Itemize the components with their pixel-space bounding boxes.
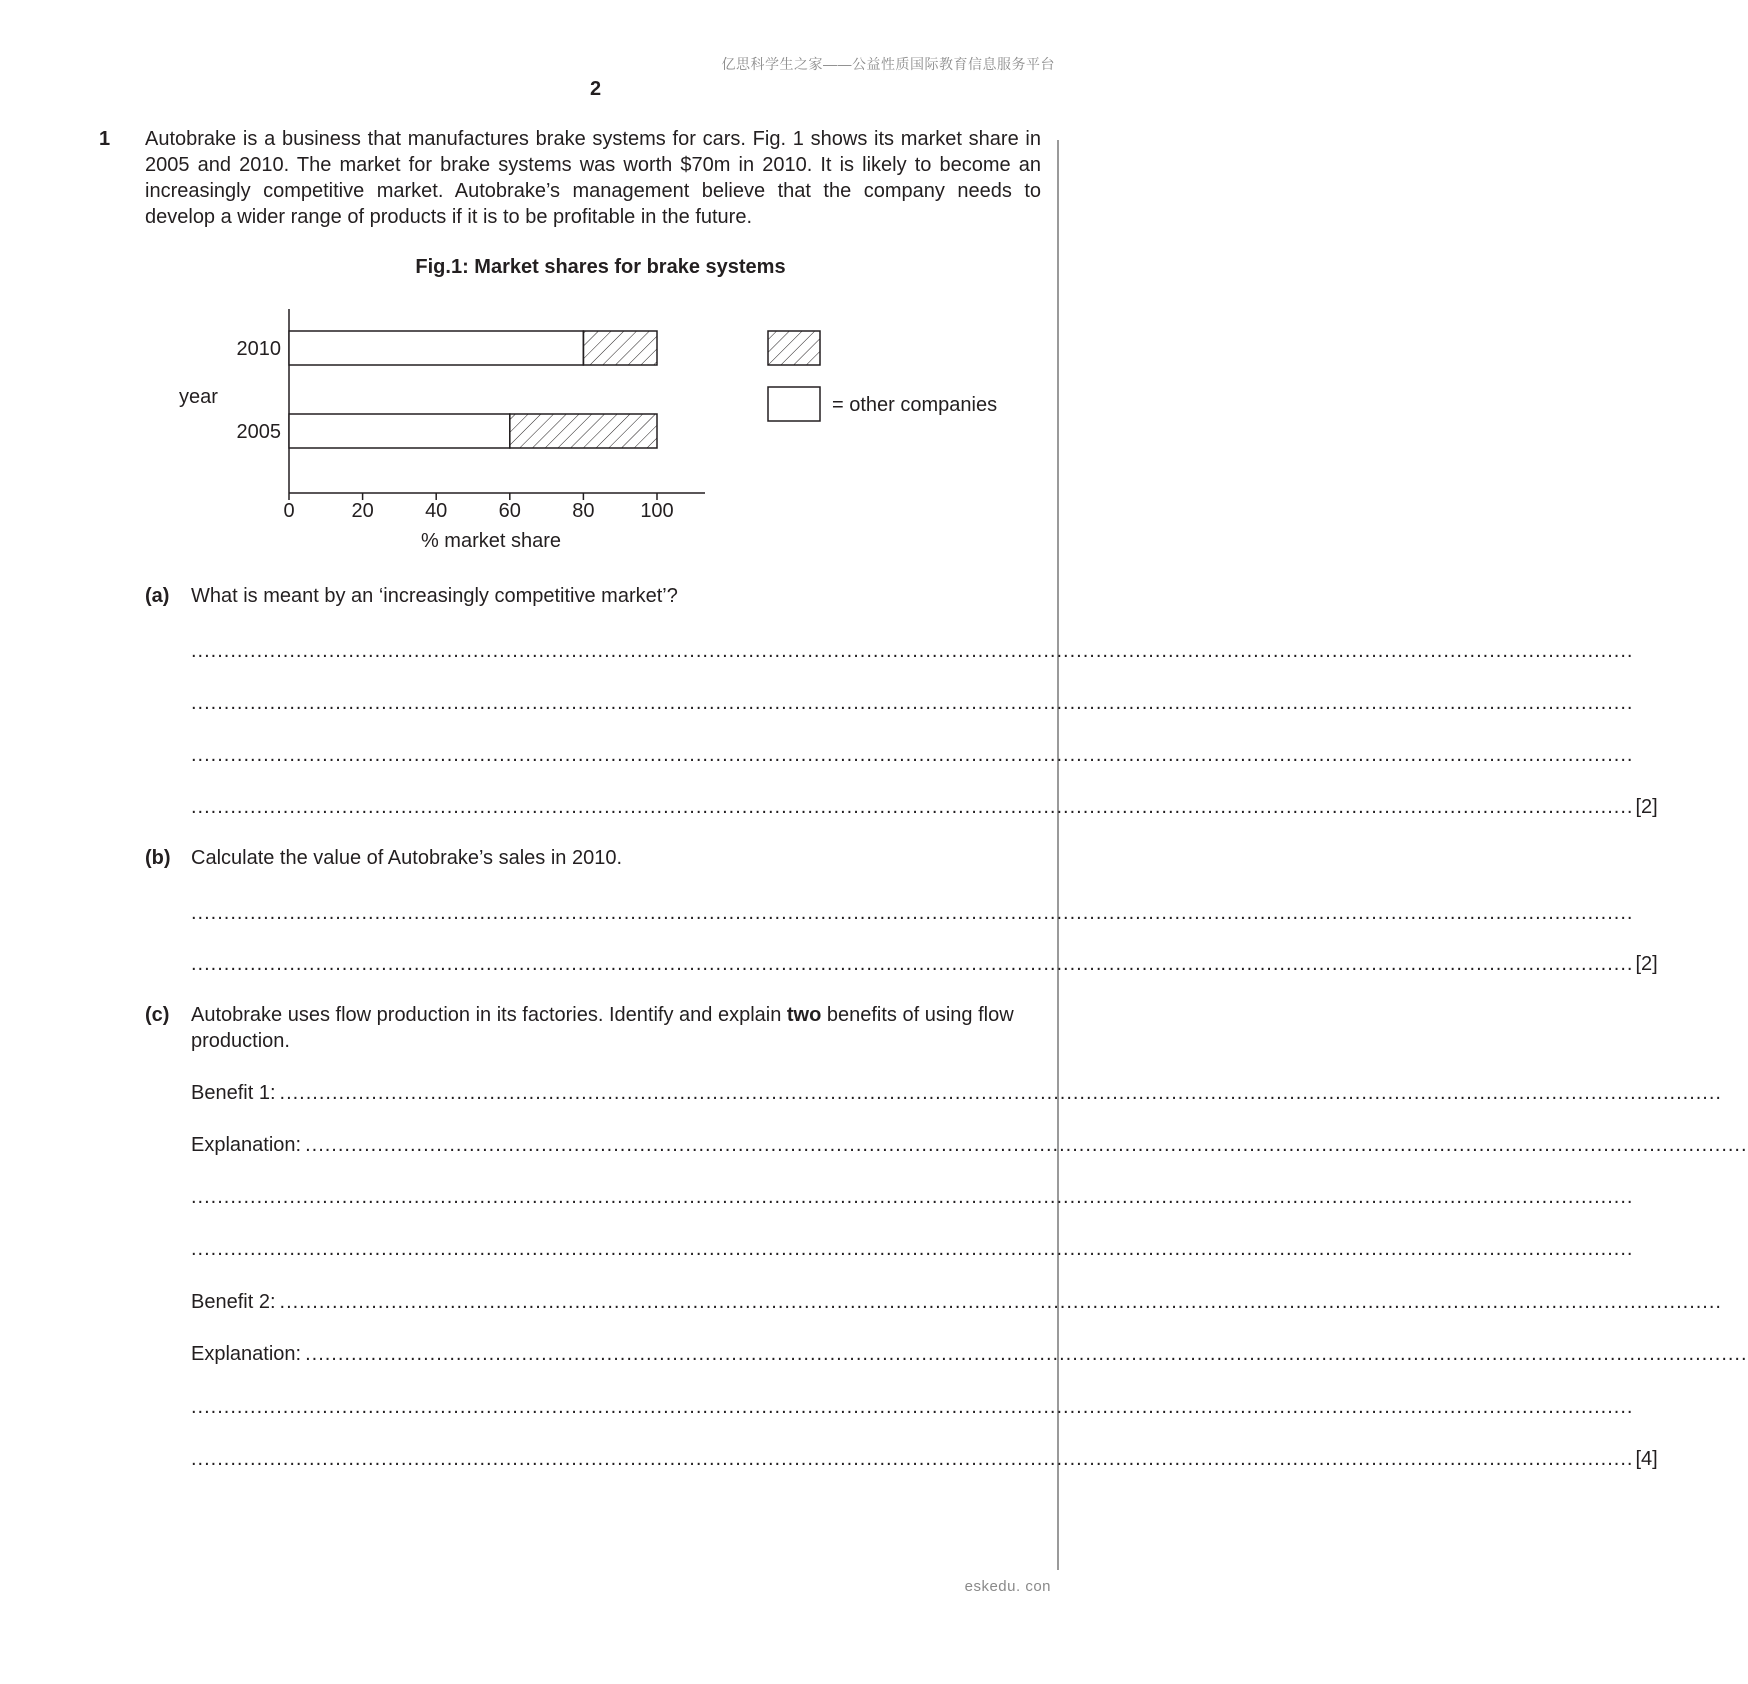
footer-site: eskedu. con xyxy=(964,1578,1051,1595)
y-axis-label: year xyxy=(179,386,218,408)
legend-label-other-companies: = other companies xyxy=(832,394,998,416)
part-a-question: What is meant by an ‘increasingly competitive market’? xyxy=(191,585,678,607)
x-tick-label: 0 xyxy=(283,500,295,522)
x-tick-label: 100 xyxy=(640,500,674,522)
part-b-marks: [2] xyxy=(1635,953,1658,975)
question-stem: Autobrake is a business that manufactures brake systems for cars. Fig. 1 shows its market share in 2005 and 2010. The market for brake systems was worth $70m in 2010. It is likely to become an increasingly competitive market. Autobrake’s management believe that the company needs to develop a wider range of products if it is to be profitable in the future. xyxy=(145,128,1041,228)
benefit-1-label: Benefit 1: xyxy=(191,1082,276,1104)
part-c-text-before: Autobrake uses flow production in its factories. Identify and explain xyxy=(191,1004,787,1026)
explanation-2-label: Explanation: xyxy=(191,1343,302,1365)
explanation-1-label: Explanation: xyxy=(191,1134,302,1156)
benefit-1-line[interactable]: Benefit 1: ............................................................................................................................................................................................................................ xyxy=(191,1082,1722,1104)
header-watermark: 亿思科学生之家——公益性质国际教育信息服务平台 xyxy=(721,56,1055,72)
explanation-1-line[interactable]: Explanation: ............................................................................................................................................................................................................................ xyxy=(191,1134,1748,1156)
explanation-2-line[interactable]: Explanation: ............................................................................................................................................................................................................................ xyxy=(191,1343,1748,1365)
bar-2010-other-companies xyxy=(289,331,583,365)
answer-line-b2[interactable]: ............................................................................................................................................................................................................................ [2] xyxy=(191,953,1658,975)
question-number: 1 xyxy=(99,128,111,150)
x-tick-label: 60 xyxy=(498,500,521,522)
answer-line-c1[interactable]: ............................................................................................................................................................................................................................ xyxy=(191,1186,1634,1208)
part-c-text-bold: two xyxy=(786,1004,822,1026)
y-tick-label: 2005 xyxy=(236,421,281,443)
y-tick-label: 2010 xyxy=(236,338,281,360)
x-tick-label: 80 xyxy=(572,500,595,522)
x-tick-label: 20 xyxy=(351,500,374,522)
x-axis-label: % market share xyxy=(420,530,562,552)
page-number: 2 xyxy=(589,78,602,100)
answer-line-a2[interactable]: ............................................................................................................................................................................................................................ xyxy=(191,692,1634,714)
part-a-label: (a) xyxy=(145,585,170,607)
benefit-2-label: Benefit 2: xyxy=(191,1291,276,1313)
answer-line-a3[interactable]: ............................................................................................................................................................................................................................ xyxy=(191,744,1634,766)
bars xyxy=(237,331,658,448)
figure-title: Fig.1: Market shares for brake systems xyxy=(415,256,786,278)
part-b-label: (b) xyxy=(145,847,171,869)
bar-2005-autobrake xyxy=(510,414,657,448)
part-b-question: Calculate the value of Autobrake’s sales in 2010. xyxy=(191,847,623,869)
answer-line-a4[interactable]: ............................................................................................................................................................................................................................ [2] xyxy=(191,796,1658,818)
part-a-marks: [2] xyxy=(1635,796,1658,818)
bar-2010-autobrake xyxy=(583,331,657,365)
x-tick-label: 40 xyxy=(425,500,448,522)
answer-line-a1[interactable]: ............................................................................................................................................................................................................................ xyxy=(191,640,1634,662)
part-c-label: (c) xyxy=(145,1004,170,1026)
benefit-2-line[interactable]: Benefit 2: ............................................................................................................................................................................................................................ xyxy=(191,1291,1722,1313)
legend-swatch-plain xyxy=(768,387,820,421)
part-c-question xyxy=(191,1002,1041,1054)
part-c-marks: [4] xyxy=(1635,1448,1658,1470)
legend-swatch-hatched xyxy=(768,331,820,365)
answer-line-b1[interactable]: ............................................................................................................................................................................................................................ xyxy=(191,902,1634,924)
bar-2005-other-companies xyxy=(289,414,510,448)
answer-line-c4[interactable]: ............................................................................................................................................................................................................................ [4] xyxy=(191,1448,1658,1470)
market-share-chart xyxy=(0,0,1191,560)
answer-line-c3[interactable]: ............................................................................................................................................................................................................................ xyxy=(191,1396,1634,1418)
part-c-text-after: benefits of using flow production. xyxy=(191,1004,1014,1052)
answer-line-c2[interactable]: ............................................................................................................................................................................................................................ xyxy=(191,1238,1634,1260)
x-axis-ticks xyxy=(283,493,673,522)
